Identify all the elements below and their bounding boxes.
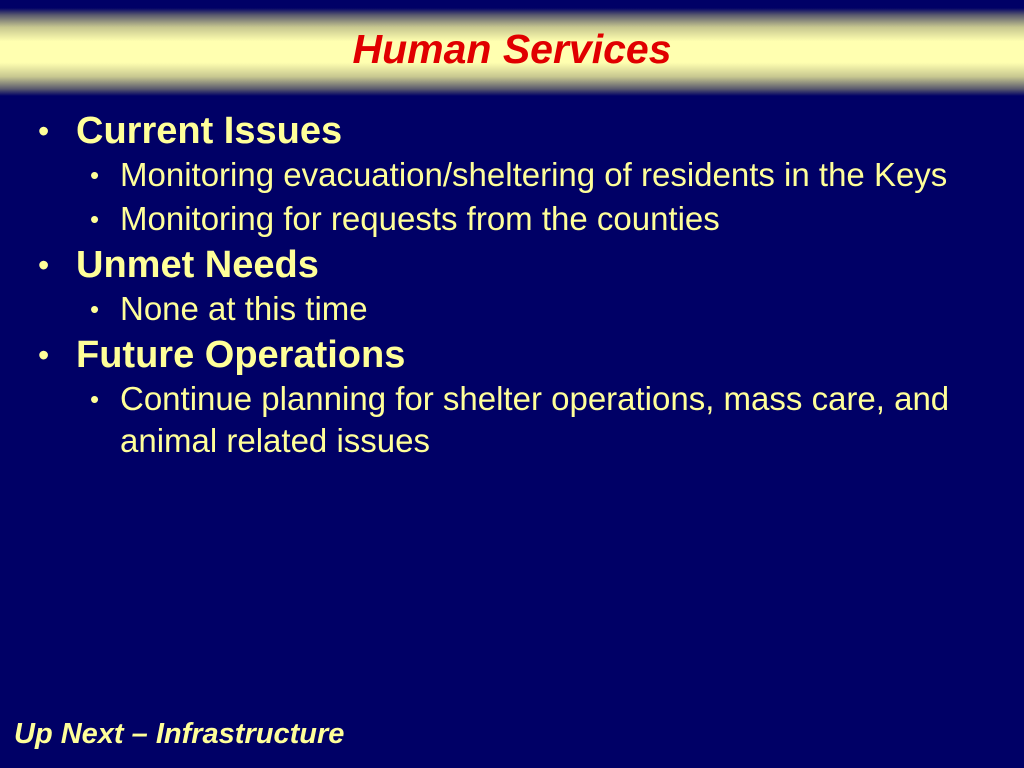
list-item-text: None at this time: [120, 290, 368, 327]
list-item: [82, 198, 998, 240]
slide-content: [38, 108, 998, 464]
bullet-icon: •: [38, 113, 50, 149]
bullet-icon: •: [38, 247, 50, 283]
section-heading-unmet-needs: [38, 242, 998, 288]
list-item: [82, 378, 998, 462]
section-heading-label: Unmet Needs: [76, 244, 319, 286]
bullet-icon: •: [90, 384, 100, 414]
title-bar: [0, 8, 1024, 96]
bullet-icon: •: [38, 337, 50, 373]
bullet-icon: •: [90, 160, 100, 190]
list-item-text: Monitoring evacuation/sheltering of residents in the Keys: [120, 156, 948, 193]
bullet-icon: •: [90, 294, 100, 324]
footer-up-next: Up Next – Infrastructure: [14, 718, 345, 750]
bullet-icon: •: [90, 204, 100, 234]
section-heading-label: Current Issues: [76, 110, 343, 152]
list-item-text: Monitoring for requests from the counties: [120, 200, 720, 237]
list-item-text: Continue planning for shelter operations, mass care, and animal related issues: [120, 380, 950, 459]
list-item: [82, 154, 998, 196]
section-heading-label: Future Operations: [76, 334, 406, 376]
section-heading-current-issues: [38, 108, 998, 154]
slide-title: Human Services: [352, 25, 672, 72]
list-item: [82, 288, 998, 330]
section-heading-future-operations: [38, 332, 998, 378]
